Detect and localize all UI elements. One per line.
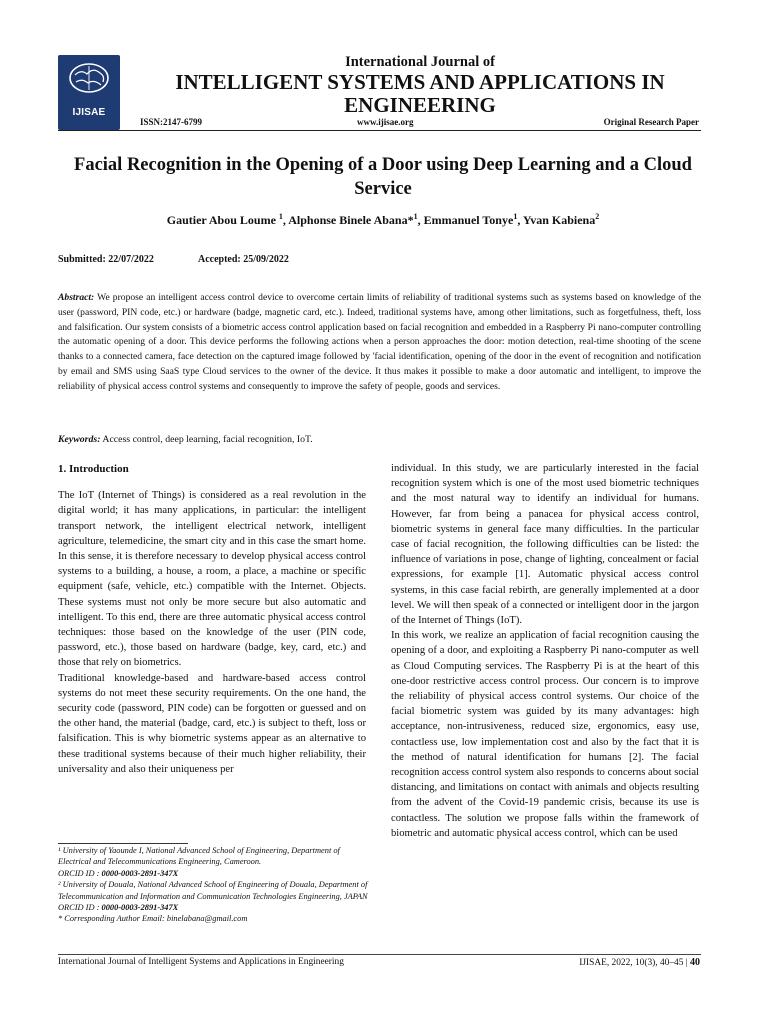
body-paragraph: In this work, we realize an application of facial recognition causing the opening of a door, and exploiting a Raspberry Pi nano-computer as well as Cloud Computing services. The Raspberry Pi is at the heart of this one-door restrictive access control process. Our concern is to improve the reliability of physical access control systems. Our choice of the facial biometric system was guided by its many advantages: high acceptance, non-intrusiveness, reduced size, ergonomics, easy use, contactless use, low implementation cost and also by the fact that it is the method of natural identification for humans [2]. The facial recognition access control system also responds to concerns about social distancing, and limitations on contact with animals and objects resulting from the advent of the Covid-19 pandemic crisis, because its use is contactless. The solution we propose falls within the framework of biometric and automatic physical access control, which can be used: [391, 630, 699, 839]
journal-title: INTELLIGENT SYSTEMS AND APPLICATIONS IN ENGINEERING: [175, 70, 665, 117]
keywords-text: Access control, deep learning, facial recognition, IoT.: [102, 434, 313, 445]
journal-website-link[interactable]: www.ijisae.org: [357, 117, 414, 127]
author-affiliation-mark: 1: [513, 212, 518, 221]
body-paragraph: individual. In this study, we are particularly interested in the facial recognition system which is one of the most used biometric techniques and the most natural way to identify an individual for humans. However, far from being a panacea for physical access control, biometric systems in general face many difficulties. In the particular case of facial recognition, the following difficulties can be listed: the influence of variations in pose, change of lighting, concealment or facial expressions, for example [1]. Automatic physical access control systems, in this case facial rebirth, are generally implemented at a door level. We will then speak of a connected or intelligent door in the jargon of the Internet of Things (IoT).: [391, 463, 699, 627]
abstract-label: Abstract:: [58, 292, 95, 303]
accepted-label: Accepted:: [198, 254, 241, 265]
author-name: , Emmanuel Tonye: [417, 213, 514, 227]
corresponding-author-note: * Corresponding Author Email: binelabana@gmail.com: [58, 914, 248, 924]
submitted-value: 22/07/2022: [108, 254, 154, 265]
affiliation-note: ¹ University of Yaounde I, National Advanced School of Engineering, Department of Electrical and Telecommunications Engineering, Cameroon.: [58, 846, 340, 867]
header-divider: [58, 130, 701, 131]
footer-journal-name: International Journal of Intelligent Systems and Applications in Engineering: [58, 957, 344, 967]
author-list: [58, 212, 708, 228]
issn: ISSN:2147-6799: [140, 117, 203, 127]
submitted-date: [58, 254, 154, 265]
paper-type: Original Research Paper: [603, 117, 699, 127]
body-paragraph: The IoT (Internet of Things) is considered as a real revolution in the digital world; it has many applications, in particular: the intelligent transport network, the intelligent electrical network, intelligent agriculture, telemedicine, the smart city and in this case the smart home. In this sense, it is therefore necessary to develop physical access control systems to a building, a house, a room, a place, a machine or specific equipment (safe, vehicle, etc.) compatible with the Internet. Objects. These systems must not only be more secure but also automatic and intelligent. To this end, there are three automatic physical access control techniques: those based on the knowledge of the user (PIN code, password, etc.), those based on hardware (badge, key, card, etc.) and those that rely on biometrics.: [58, 490, 366, 669]
orcid-label: ORCID ID :: [58, 868, 102, 878]
author-affiliation-mark: 1: [278, 212, 283, 221]
abstract: [58, 291, 701, 395]
accepted-date: [198, 254, 289, 265]
logo-text: IJISAE: [72, 107, 106, 118]
journal-logo: [58, 55, 120, 130]
citation-text: IJISAE, 2022, 10(3), 40–45: [579, 958, 684, 968]
keywords-label: Keywords:: [58, 434, 101, 445]
journal-pretitle: International Journal of: [345, 54, 495, 70]
section-heading: 1. Introduction: [58, 463, 129, 475]
author-name: Gautier Abou Loume: [166, 213, 279, 227]
author-affiliation-mark: 1: [413, 212, 418, 221]
orcid-id: 0000-0003-2891-347X: [101, 903, 179, 913]
abstract-text: We propose an intelligent access control device to overcome certain limits of reliability of traditional systems such as systems based on knowledge of the user (password, PIN code, etc.) or hardware (badge, magnetic card, etc.). Indeed, traditional systems have, among other limitations, such as forgetfulness, theft, loss and falsification. Our system consists of a biometric access control application based on facial recognition and embedded in a Raspberry Pi nano-computer controlling the automatic opening of a door. This device performs the following actions when a person approaches the door: motion detection, real-time shooting of the scene thanks to a connected camera, face detection on the captured image followed by 'facial identification, opening of the door in the event of recognition and notification by email and SMS using SaaS type Cloud services to the owner of the device. It thus makes it possible to make a door automatic and intelligent, to improve the reliability of physical access control systems and consequently to improve the safety of people, goods and services.: [58, 292, 701, 392]
footnote-divider: [58, 843, 188, 844]
submitted-label: Submitted:: [58, 254, 106, 265]
brain-icon: [67, 61, 111, 95]
orcid-id: 0000-0003-2891-347X: [101, 868, 179, 878]
paper-title: Facial Recognition in the Opening of a Door using Deep Learning and a Cloud Service: [74, 155, 692, 199]
keywords: [58, 434, 313, 445]
footer-divider: [58, 954, 701, 955]
affiliation-note: ² University of Douala, National Advanced School of Engineering of Douala, Department of Telecommunication and Information and Communication Technologies Engineering, JAPAN: [58, 880, 368, 901]
left-column: [58, 462, 366, 777]
orcid-note: [58, 902, 368, 913]
author-name: , Yvan Kabiena: [517, 213, 596, 227]
accepted-value: 25/09/2022: [243, 254, 289, 265]
author-name: , Alphonse Binele Abana*: [282, 213, 414, 227]
orcid-label: ORCID ID :: [58, 903, 102, 913]
page-number: 40: [690, 957, 700, 968]
footnotes: [58, 845, 368, 925]
footer-citation: [579, 957, 700, 968]
author-affiliation-mark: 2: [595, 212, 600, 221]
body-paragraph: Traditional knowledge-based and hardware-based access control systems do not meet these security requirements. On the one hand, the security code (password, PIN code) can be forgotten or guessed and on the other hand, the material (badge, card, etc.) is subject to theft, loss or falsification. This is why biometric systems appear as an alternative to these traditional systems because of their much higher reliability, their universality and also their uniqueness per: [58, 672, 366, 775]
orcid-note: [58, 868, 368, 879]
right-column: [391, 461, 699, 841]
footer-separator: |: [685, 958, 688, 968]
